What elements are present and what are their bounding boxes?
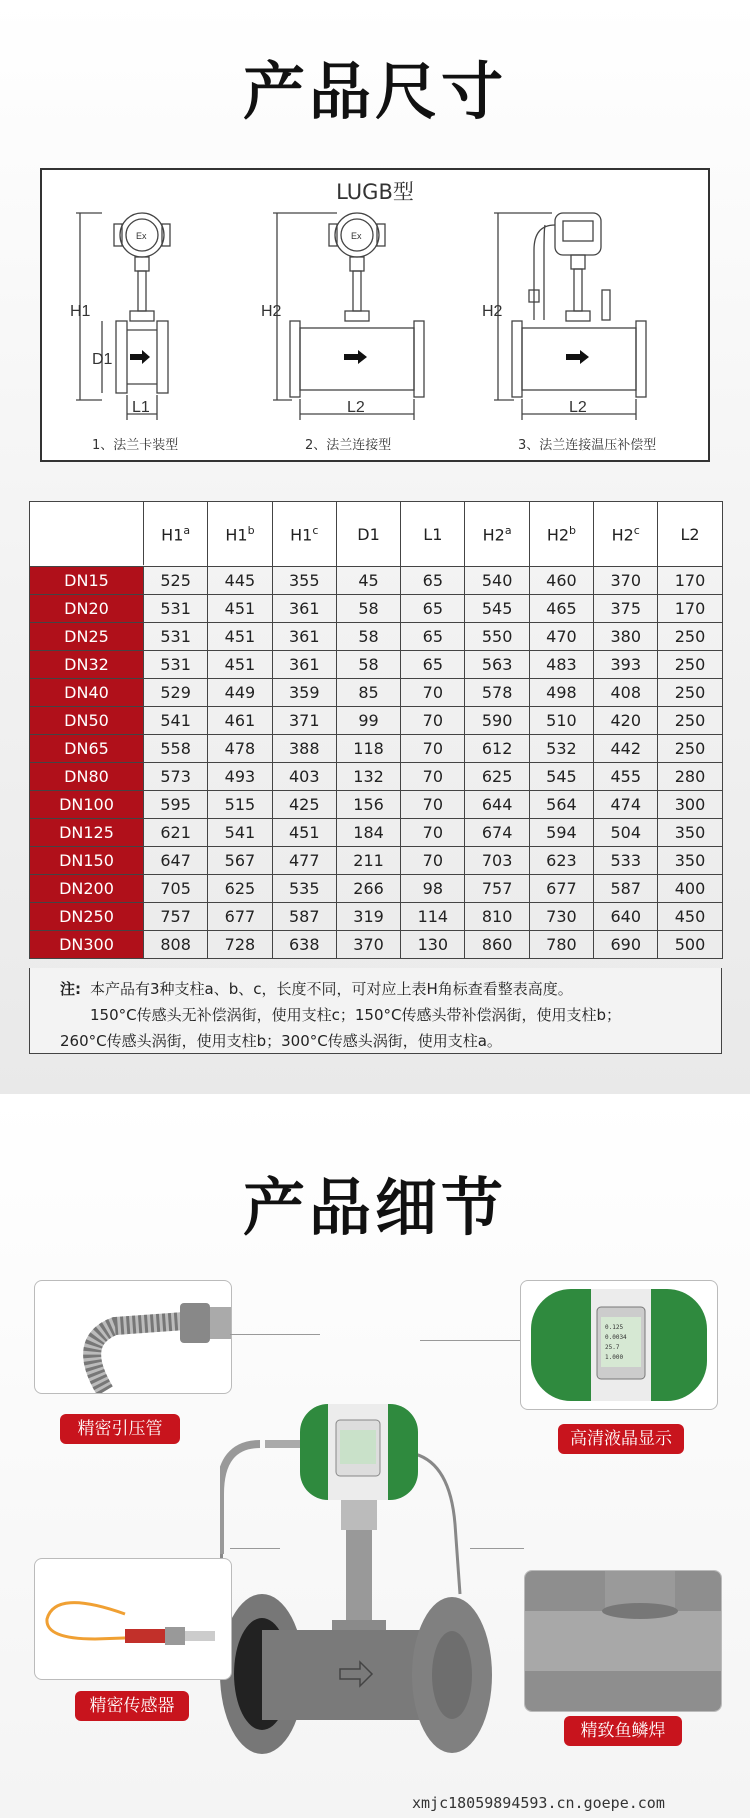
svg-text:1.000: 1.000 (605, 1354, 624, 1361)
table-cell: 132 (336, 763, 400, 791)
label-d1: D1 (92, 351, 113, 368)
row-label-dn: DN32 (30, 651, 144, 679)
table-cell: 677 (208, 903, 272, 931)
table-cell: 70 (401, 819, 465, 847)
table-cell: 350 (658, 847, 722, 875)
row-label-dn: DN20 (30, 595, 144, 623)
column-header (465, 502, 529, 567)
table-row (30, 791, 723, 819)
table-cell: 808 (144, 931, 208, 959)
table-cell: 525 (144, 567, 208, 595)
column-header-superscript: c (633, 523, 640, 537)
callout-lcd-display: 高清液晶显示 (558, 1424, 684, 1454)
table-cell: 625 (208, 875, 272, 903)
column-header-superscript: a (504, 523, 512, 537)
table-cell: 455 (594, 763, 658, 791)
column-header-label: H1 (161, 525, 184, 545)
table-cell: 515 (208, 791, 272, 819)
label-h2: H2 (482, 303, 503, 320)
table-cell: 470 (529, 623, 593, 651)
table-cell: 370 (336, 931, 400, 959)
table-cell: 563 (465, 651, 529, 679)
table-cell: 58 (336, 595, 400, 623)
table-row (30, 679, 723, 707)
svg-text:0.0034: 0.0034 (605, 1334, 627, 1341)
table-cell: 567 (208, 847, 272, 875)
table-cell: 644 (465, 791, 529, 819)
table-cell: 99 (336, 707, 400, 735)
row-label-dn: DN200 (30, 875, 144, 903)
table-cell: 587 (272, 903, 336, 931)
table-cell: 590 (465, 707, 529, 735)
svg-text:25.7: 25.7 (605, 1344, 620, 1351)
column-header-superscript: b (569, 523, 577, 537)
column-header-label: L2 (680, 524, 700, 544)
table-cell: 578 (465, 679, 529, 707)
table-cell: 757 (465, 875, 529, 903)
table-cell: 493 (208, 763, 272, 791)
label-ex: Ex (136, 231, 147, 241)
table-row (30, 651, 723, 679)
column-header-label: H2 (611, 525, 634, 545)
table-cell: 558 (144, 735, 208, 763)
table-cell: 612 (465, 735, 529, 763)
table-cell: 728 (208, 931, 272, 959)
table-cell: 170 (658, 567, 722, 595)
table-cell: 540 (465, 567, 529, 595)
table-cell: 65 (401, 567, 465, 595)
table-cell: 477 (272, 847, 336, 875)
table-cell: 280 (658, 763, 722, 791)
table-cell: 510 (529, 707, 593, 735)
table-cell: 474 (594, 791, 658, 819)
table-row (30, 931, 723, 959)
callout-sensor: 精密传感器 (75, 1691, 189, 1721)
row-label-dn: DN25 (30, 623, 144, 651)
table-cell: 690 (594, 931, 658, 959)
table-cell: 625 (465, 763, 529, 791)
table-cell: 587 (594, 875, 658, 903)
column-header-label: H1 (290, 525, 313, 545)
column-header-superscript: c (312, 523, 319, 537)
table-cell: 705 (144, 875, 208, 903)
table-cell: 370 (594, 567, 658, 595)
label-h2: H2 (261, 303, 282, 320)
table-row (30, 903, 723, 931)
note-line: 260°C传感头涡街，使用支柱b；300°C传感头涡街，使用支柱a。 (60, 1032, 502, 1050)
row-label-dn: DN40 (30, 679, 144, 707)
table-cell: 408 (594, 679, 658, 707)
table-cell: 58 (336, 623, 400, 651)
table-cell: 564 (529, 791, 593, 819)
table-cell: 156 (336, 791, 400, 819)
leader-line (420, 1340, 520, 1341)
table-cell: 58 (336, 651, 400, 679)
table-cell: 450 (658, 903, 722, 931)
corner-label-bottom: 口径 (52, 538, 86, 558)
detail-image-welding (524, 1570, 722, 1712)
table-cell: 531 (144, 595, 208, 623)
table-cell: 250 (658, 735, 722, 763)
table-cell: 478 (208, 735, 272, 763)
table-cell: 541 (144, 707, 208, 735)
table-cell: 300 (658, 791, 722, 819)
table-cell: 361 (272, 651, 336, 679)
table-cell: 403 (272, 763, 336, 791)
flow-arrow-icon (130, 350, 150, 364)
column-header (144, 502, 208, 567)
label-ex: Ex (351, 231, 362, 241)
column-header-superscript: a (183, 523, 191, 537)
table-cell: 425 (272, 791, 336, 819)
table-header-row (30, 502, 723, 567)
diagram-title: LUGB型 (336, 180, 414, 204)
table-cell: 504 (594, 819, 658, 847)
table-cell: 250 (658, 707, 722, 735)
row-label-dn: DN250 (30, 903, 144, 931)
diagram-drawing (42, 170, 712, 464)
row-label-dn: DN150 (30, 847, 144, 875)
table-cell: 184 (336, 819, 400, 847)
table-cell: 85 (336, 679, 400, 707)
table-cell: 461 (208, 707, 272, 735)
table-cell: 545 (529, 763, 593, 791)
table-cell: 388 (272, 735, 336, 763)
label-h1: H1 (70, 303, 91, 320)
table-cell: 638 (272, 931, 336, 959)
callout-welding: 精致鱼鳞焊 (564, 1716, 682, 1746)
column-header-label: D1 (357, 524, 380, 544)
note-line: 本产品有3种支柱a、b、c，长度不同，可对应上表H角标查看整表高度。 (90, 980, 573, 998)
table-cell: 595 (144, 791, 208, 819)
column-header (658, 502, 722, 567)
leader-line (230, 1334, 320, 1335)
detail-image-lcd-display (520, 1280, 718, 1410)
table-cell: 250 (658, 651, 722, 679)
table-note (29, 968, 722, 1054)
table-cell: 483 (529, 651, 593, 679)
table-cell: 359 (272, 679, 336, 707)
column-header (272, 502, 336, 567)
column-header-label: H2 (546, 525, 570, 545)
column-header-label: H1 (225, 525, 248, 545)
table-row (30, 623, 723, 651)
table-cell: 550 (465, 623, 529, 651)
column-header-superscript: b (247, 523, 255, 537)
flowmeter-type3-drawing (494, 213, 646, 420)
caption-type1: 1、法兰卡装型 (92, 438, 179, 453)
table-cell: 460 (529, 567, 593, 595)
table-cell: 573 (144, 763, 208, 791)
table-cell: 70 (401, 847, 465, 875)
table-row (30, 819, 723, 847)
table-cell: 45 (336, 567, 400, 595)
table-cell: 730 (529, 903, 593, 931)
detail-image-pressure-tube (34, 1280, 232, 1394)
table-cell: 65 (401, 623, 465, 651)
table-cell: 319 (336, 903, 400, 931)
flowmeter-product-image (220, 1294, 530, 1754)
table-cell: 130 (401, 931, 465, 959)
table-cell: 451 (272, 819, 336, 847)
row-label-dn: DN125 (30, 819, 144, 847)
table-cell: 757 (144, 903, 208, 931)
table-cell: 170 (658, 595, 722, 623)
table-cell: 65 (401, 651, 465, 679)
column-header-label: H2 (482, 525, 505, 545)
table-cell: 677 (529, 875, 593, 903)
dimension-diagram (40, 168, 710, 462)
flow-arrow-icon (344, 350, 367, 364)
table-cell: 70 (401, 707, 465, 735)
table-cell: 361 (272, 623, 336, 651)
table-row (30, 567, 723, 595)
detail-image-sensor (34, 1558, 232, 1680)
table-cell: 465 (529, 595, 593, 623)
table-cell: 545 (465, 595, 529, 623)
table-cell: 393 (594, 651, 658, 679)
table-cell: 266 (336, 875, 400, 903)
note-label: 注: (60, 980, 81, 998)
table-cell: 810 (465, 903, 529, 931)
watermark: xmjc18059894593.cn.goepe.com (412, 1794, 665, 1812)
row-label-dn: DN50 (30, 707, 144, 735)
table-cell: 98 (401, 875, 465, 903)
flowmeter-type2-drawing (273, 213, 424, 420)
table-cell: 250 (658, 623, 722, 651)
row-label-dn: DN15 (30, 567, 144, 595)
column-header-label: L1 (423, 524, 443, 544)
column-header (529, 502, 593, 567)
section-title-details: 产品细节 (242, 1171, 507, 1244)
table-cell: 533 (594, 847, 658, 875)
table-cell: 451 (208, 651, 272, 679)
dimension-table (29, 501, 723, 959)
row-label-dn: DN300 (30, 931, 144, 959)
corner-label-top: 口径 (91, 515, 125, 535)
table-cell: 250 (658, 679, 722, 707)
table-cell: 350 (658, 819, 722, 847)
column-header (401, 502, 465, 567)
table-row (30, 595, 723, 623)
table-cell: 594 (529, 819, 593, 847)
table-body (30, 567, 723, 959)
table-cell: 498 (529, 679, 593, 707)
table-cell: 70 (401, 763, 465, 791)
table-cell: 70 (401, 679, 465, 707)
table-cell: 703 (465, 847, 529, 875)
table-cell: 500 (658, 931, 722, 959)
table-row (30, 763, 723, 791)
label-l1: L1 (132, 399, 150, 416)
note-line: 150°C传感头无补偿涡街，使用支柱c；150°C传感头带补偿涡街，使用支柱b； (90, 1006, 621, 1024)
table-cell: 531 (144, 623, 208, 651)
label-l2: L2 (347, 399, 365, 416)
table-cell: 532 (529, 735, 593, 763)
callout-pressure-tube: 精密引压管 (60, 1414, 180, 1444)
table-cell: 420 (594, 707, 658, 735)
table-cell: 541 (208, 819, 272, 847)
column-header (594, 502, 658, 567)
table-cell: 674 (465, 819, 529, 847)
leader-line (230, 1548, 280, 1549)
table-cell: 623 (529, 847, 593, 875)
table-cell: 114 (401, 903, 465, 931)
table-cell: 640 (594, 903, 658, 931)
table-cell: 860 (465, 931, 529, 959)
column-header (208, 502, 272, 567)
table-row (30, 707, 723, 735)
caption-type3: 3、法兰连接温压补偿型 (518, 438, 657, 453)
caption-type2: 2、法兰连接型 (305, 438, 392, 453)
table-cell: 375 (594, 595, 658, 623)
table-cell: 449 (208, 679, 272, 707)
table-cell: 451 (208, 595, 272, 623)
table-row (30, 735, 723, 763)
table-cell: 442 (594, 735, 658, 763)
table-cell: 445 (208, 567, 272, 595)
section-title-dimensions: 产品尺寸 (242, 55, 507, 128)
flow-arrow-icon (566, 350, 589, 364)
table-cell: 211 (336, 847, 400, 875)
table-cell: 647 (144, 847, 208, 875)
table-cell: 380 (594, 623, 658, 651)
row-label-dn: DN65 (30, 735, 144, 763)
table-row (30, 875, 723, 903)
table-cell: 355 (272, 567, 336, 595)
table-cell: 70 (401, 735, 465, 763)
leader-line (470, 1548, 524, 1549)
table-cell: 780 (529, 931, 593, 959)
table-cell: 400 (658, 875, 722, 903)
column-header (336, 502, 400, 567)
table-cell: 361 (272, 595, 336, 623)
details-section (0, 1094, 750, 1818)
table-cell: 118 (336, 735, 400, 763)
table-corner-cell (30, 502, 144, 567)
row-label-dn: DN80 (30, 763, 144, 791)
table-cell: 371 (272, 707, 336, 735)
label-l2: L2 (569, 399, 587, 416)
table-cell: 529 (144, 679, 208, 707)
table-cell: 621 (144, 819, 208, 847)
table-cell: 531 (144, 651, 208, 679)
table-cell: 65 (401, 595, 465, 623)
table-row (30, 847, 723, 875)
row-label-dn: DN100 (30, 791, 144, 819)
table-cell: 70 (401, 791, 465, 819)
table-cell: 535 (272, 875, 336, 903)
table-cell: 451 (208, 623, 272, 651)
svg-text:0.125: 0.125 (605, 1324, 624, 1331)
